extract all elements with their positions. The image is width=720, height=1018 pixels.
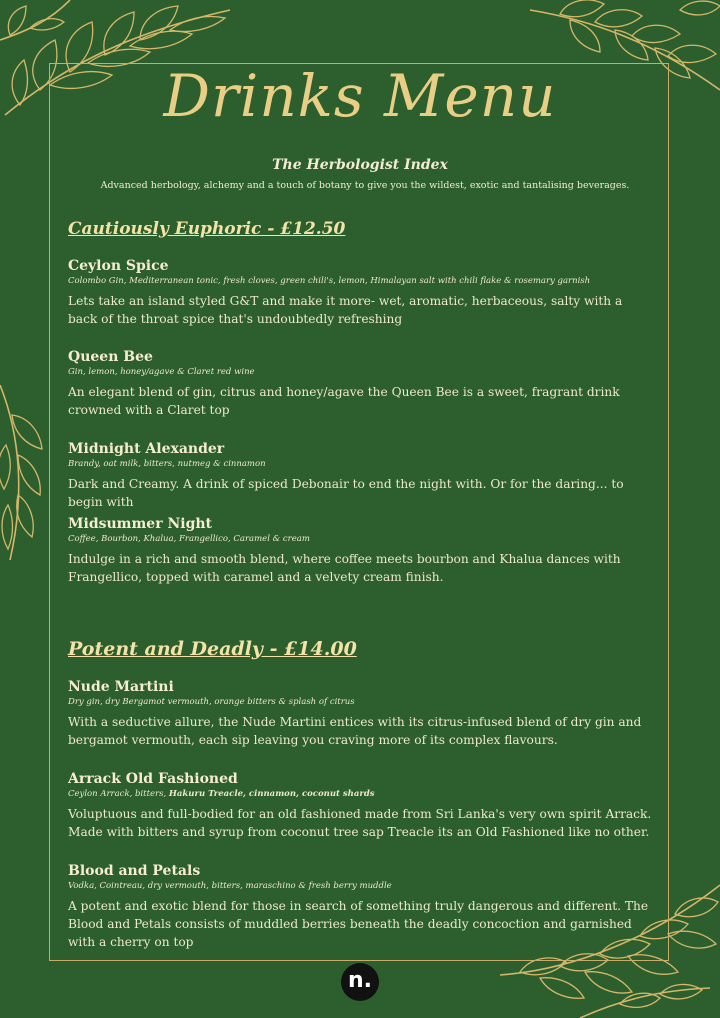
drink-ingredients: Colombo Gin, Mediterranean tonic, fresh cloves, green chili's, lemon, Himalayan salt with chili flake & rosemary garnish (68, 276, 591, 286)
drink-description: Indulge in a rich and smooth blend, where coffee meets bourbon and Khalua dances with Frangellico, topped with caramel and a velvety cream finish. (68, 552, 621, 584)
drink-ingredients: Coffee, Bourbon, Khalua, Frangellico, Caramel & cream (68, 534, 310, 544)
menu-subtitle: The Herbologist Index (272, 157, 448, 173)
drink-name: Nude Martini (68, 679, 174, 695)
drink-ingredients: Brandy, oat milk, bitters, nutmeg & cinnamon (68, 459, 266, 469)
drink-item (68, 440, 653, 511)
menu-title: Drinks Menu (163, 62, 557, 130)
drink-ingredients: Gin, lemon, honey/agave & Claret red wine (68, 367, 255, 377)
drink-name: Midnight Alexander (68, 441, 225, 457)
section-heading: Cautiously Euphoric - £12.50 (68, 219, 346, 239)
drink-ingredients: Dry gin, dry Bergamot vermouth, orange bitters & splash of citrus (68, 697, 355, 707)
drink-item (68, 770, 653, 841)
ingredients-bold: Hakuru Treacle, cinnamon, coconut shards (168, 789, 375, 799)
drink-item (68, 348, 653, 419)
drink-ingredients: Vodka, Cointreau, dry vermouth, bitters, maraschino & fresh berry muddle (68, 881, 392, 891)
section-heading: Potent and Deadly - £14.00 (68, 638, 357, 660)
drink-name: Queen Bee (68, 349, 153, 365)
drink-name: Blood and Petals (68, 863, 201, 879)
brand-logo: n. (341, 963, 379, 1001)
drink-description: A potent and exotic blend for those in search of something truly dangerous and different. The Blood and Petals consists of muddled berries beneath the deadly concoction and garnished with a cherry on top (68, 899, 649, 949)
drink-description: Voluptuous and full-bodied for an old fashioned made from Sri Lanka's very own spirit Arrack. Made with bitters and syrup from coconut tree sap Treacle its an Old Fashioned like no other. (68, 807, 652, 839)
drink-item (68, 515, 653, 586)
drink-ingredients (68, 789, 653, 800)
leaf-branch-left-icon (0, 385, 50, 565)
drink-description: With a seductive allure, the Nude Martini entices with its citrus-infused blend of dry gin and bergamot vermouth, each sip leaving you craving more of its complex flavours. (68, 715, 642, 747)
drink-description: Lets take an island styled G&T and make it more- wet, aromatic, herbaceous, salty with a back of the throat spice that's undoubtedly refreshing (68, 294, 623, 326)
drink-item (68, 678, 653, 749)
drink-description: Dark and Creamy. A drink of spiced Debonair to end the night with. Or for the daring... to begin with (68, 477, 624, 509)
drink-name: Ceylon Spice (68, 258, 169, 274)
drink-item (68, 862, 653, 951)
drink-name: Arrack Old Fashioned (68, 771, 238, 787)
drink-name: Midsummer Night (68, 516, 212, 532)
drink-item (68, 257, 653, 328)
ingredients-plain: Ceylon Arrack, bitters, (68, 789, 169, 799)
menu-tagline: Advanced herbology, alchemy and a touch of botany to give you the wildest, exotic and tantalising beverages. (100, 180, 630, 191)
drink-description: An elegant blend of gin, citrus and honey/agave the Queen Bee is a sweet, fragrant drink crowned with a Claret top (68, 385, 620, 417)
